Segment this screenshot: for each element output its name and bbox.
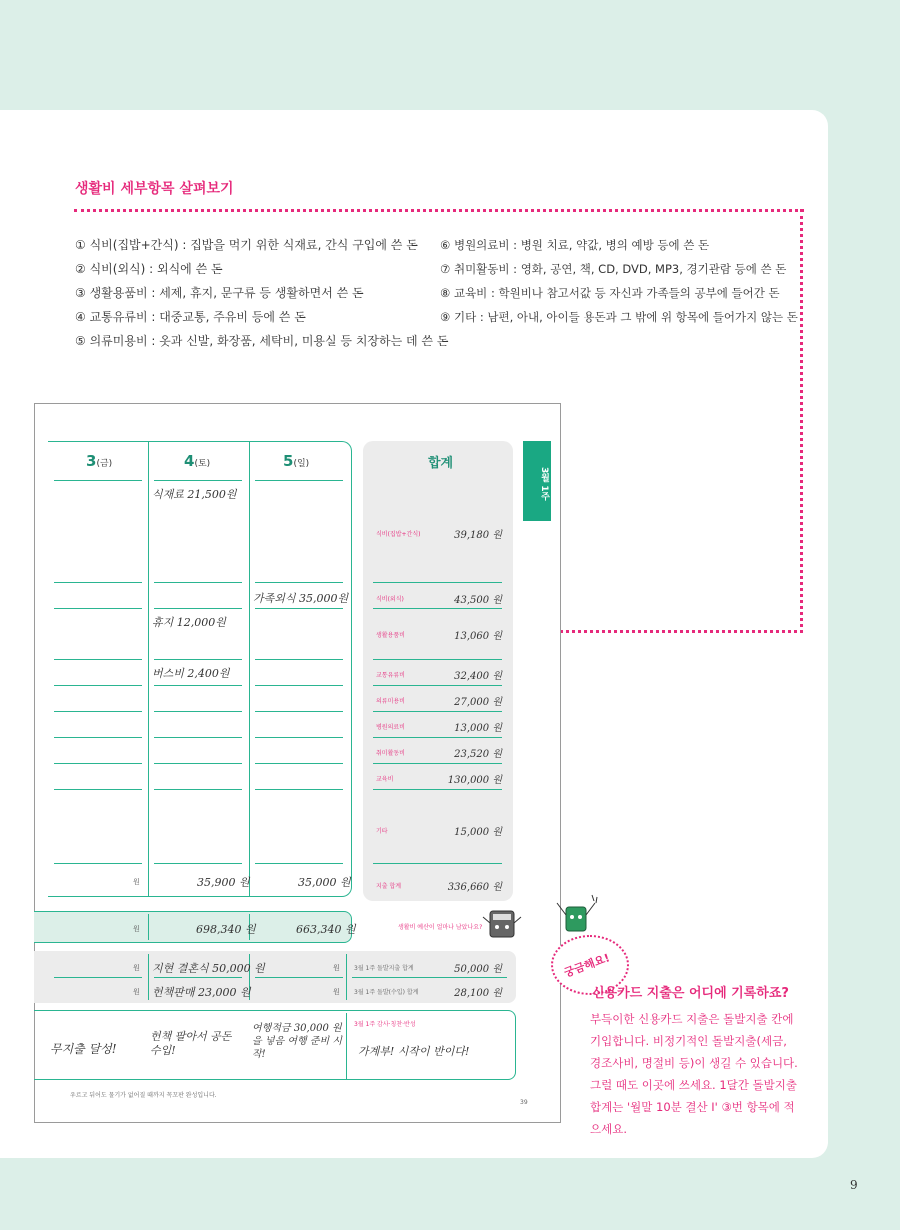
- day-header: 3(금): [86, 452, 113, 470]
- column-divider: [148, 914, 149, 940]
- sheet-page-number: 39: [520, 1099, 528, 1106]
- memo-text: 무지출 달성!: [50, 1042, 117, 1056]
- week-sum-label: 3월 1주 돌발(수입) 합계: [354, 989, 419, 996]
- total-label: 취미활동비: [376, 750, 405, 757]
- total-label: 의류미용비: [376, 698, 405, 705]
- category-item: ⑤ 의류미용비 : 옷과 신발, 화장품, 세탁비, 미용실 등 치장하는 데 쓴 돈: [75, 334, 449, 348]
- irregular-value: 원: [333, 988, 340, 996]
- total-label: 교통유류비: [376, 672, 405, 679]
- irregular-value: 원: [133, 988, 140, 996]
- category-item: ③ 생활용품비 : 세제, 휴지, 문구류 등 생활하면서 쓴 돈: [75, 286, 364, 300]
- irregular-value: 원: [133, 964, 140, 972]
- irregular-value: 헌책판매 23,000 원: [152, 986, 251, 999]
- category-list-left: [75, 233, 448, 353]
- memo-box-label: 3월 1주 감사·칭찬·반성: [354, 1021, 416, 1028]
- total-value: 23,520 원: [454, 749, 502, 760]
- total-label: 교육비: [376, 776, 394, 783]
- dotted-divider: [74, 209, 804, 212]
- column-divider: [148, 442, 149, 897]
- row-rule: [352, 977, 507, 978]
- entry-groceries: 식재료 21,500원: [152, 488, 237, 501]
- total-value: 130,000 원: [447, 775, 502, 786]
- memo-text: 여행적금 30,000 원을 넣음 여행 준비 시작!: [252, 1023, 342, 1060]
- category-item: ② 식비(외식) : 외식에 쓴 돈: [75, 262, 223, 276]
- column-divider: [346, 954, 347, 1000]
- section-title: 생활비 세부항목 살펴보기: [75, 181, 234, 197]
- total-value: 43,500 원: [454, 595, 502, 606]
- week-tab: 3월 1주: [523, 441, 551, 521]
- balance-value: 원: [133, 925, 140, 933]
- total-value: 32,400 원: [454, 671, 502, 682]
- balance-note: 생활비 예산이 얼마나 남았나요?: [398, 924, 483, 931]
- category-item: ① 식비(집밥+간식) : 집밥을 먹기 위한 식재료, 간식 구입에 쓴 돈: [75, 238, 418, 252]
- day-header: 5(일): [283, 452, 310, 470]
- day-total: 35,900 원: [197, 876, 250, 889]
- total-value: 336,660 원: [447, 882, 502, 893]
- entry-eating-out: 가족외식 35,000원: [253, 592, 349, 605]
- column-divider: [249, 442, 250, 897]
- qa-title: 신용카드 지출은 어디에 기록하죠?: [592, 986, 789, 1001]
- sheet-footnote: 우르고 뒤어도 물기가 없어질 때까지 꼭꼬판 완성입니다.: [70, 1092, 217, 1099]
- category-item: ⑥ 병원의료비 : 병원 치료, 약값, 병의 예방 등에 쓴 돈: [440, 238, 710, 252]
- memo-text: 헌책 팔아서 공돈 수입!: [150, 1030, 232, 1057]
- total-value: 13,060 원: [454, 631, 502, 642]
- page-number: 9: [850, 1178, 858, 1192]
- total-label: 식비(집밥+간식): [376, 531, 421, 538]
- calculator-mascot-icon: [482, 905, 522, 943]
- irregular-value: 원: [333, 964, 340, 972]
- wallet-mascot-icon: [552, 893, 600, 937]
- balance-value: 663,340 원: [296, 923, 356, 936]
- total-value: 15,000 원: [454, 827, 502, 838]
- total-label: 병원의료비: [376, 724, 405, 731]
- memo-box-text: 가계부! 시작이 반이다!: [358, 1045, 470, 1058]
- balance-value: 698,340 원: [196, 923, 256, 936]
- column-divider: [148, 954, 149, 1000]
- total-value: 27,000 원: [454, 697, 502, 708]
- category-list-right: [440, 233, 798, 329]
- qa-badge: 궁금해요!: [551, 935, 629, 995]
- day-header: 4(토): [184, 452, 211, 470]
- row-rule: [154, 977, 242, 978]
- totals-header: 합계: [428, 456, 454, 471]
- entry-bus: 버스비 2,400원: [152, 667, 230, 680]
- week-sum-value: 50,000 원: [454, 964, 502, 975]
- category-item: ④ 교통유류비 : 대중교통, 주유비 등에 쓴 돈: [75, 310, 306, 324]
- total-label: 생활용품비: [376, 632, 405, 639]
- irregular-value: 지현 결혼식 50,000 원: [152, 962, 265, 975]
- week-sum-value: 28,100 원: [454, 988, 502, 999]
- row-rule: [54, 977, 142, 978]
- qa-body: 부득이한 신용카드 지출은 돌발지출 칸에 기입합니다. 비정기적인 돌발지출(세금, 경조사비, 명절비 등)이 생길 수 있습니다. 그럴 때도 이곳에 쓰세요. 1달간 돌발지출 합계는 '월말 10분 결산 I' ③번 항목에 적으세요.: [590, 1012, 798, 1136]
- day-total: 35,000 원: [298, 876, 351, 889]
- row-rule: [255, 977, 343, 978]
- category-item: ⑧ 교육비 : 학원비나 참고서값 등 자신과 가족들의 공부에 들어간 돈: [440, 286, 780, 300]
- category-item: ⑨ 기타 : 남편, 아내, 아이들 용돈과 그 밖에 위 항목에 들어가지 않는 돈: [440, 310, 798, 324]
- total-label: 기타: [376, 828, 388, 835]
- dotted-connector: [800, 209, 803, 633]
- total-value: 13,000 원: [454, 723, 502, 734]
- day-total: 원: [133, 878, 140, 886]
- total-label: 식비(외식): [376, 596, 404, 603]
- entry-tissue: 휴지 12,000원: [152, 616, 226, 629]
- week-sum-label: 3월 1주 돌발지출 합계: [354, 965, 414, 972]
- total-label: 지출 합계: [376, 883, 402, 890]
- total-value: 39,180 원: [454, 530, 502, 541]
- category-item: ⑦ 취미활동비 : 영화, 공연, 책, CD, DVD, MP3, 경기관람 등에 쓴 돈: [440, 262, 787, 276]
